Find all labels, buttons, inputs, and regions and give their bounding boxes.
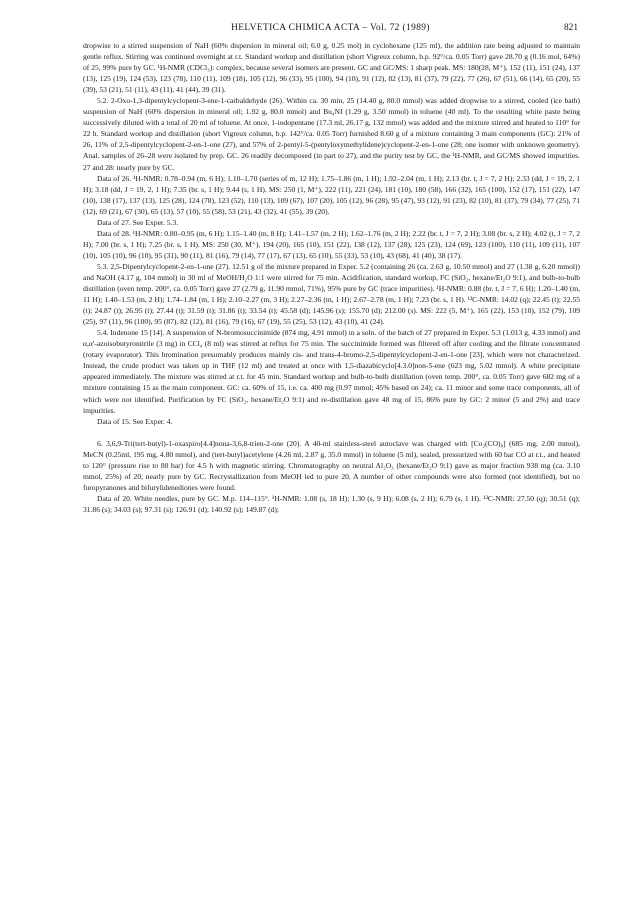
page-number: 821	[563, 23, 578, 33]
paragraph-section-5-3: 5.3. 2,5-Dipentylcyclopent-2-en-1-one (27). 12.51 g of the mixture prepared in Exper. 5.2 (containing 26 (ca. 2.63 g, 10.50 mmol) and 27 (1.38 g, 6.20 mmol)) and NaOH (4.17 g, 104 mmol) in 30 ml of MeOH/H₂O 1:1 were stirred for 75 min. Acidification, standard workup, FC (SiO₂, hexane/Et₂O 9:1), and bulb-to-bulb distillation (oven temp. 200°, ca. 0.05 Torr) gave 27 (2.79 g, 11.90 mmol, 71%), 95% pure by GC (trace impurities). ¹H-NMR: 0.88 (br. t, J = 7, 6 H); 1.20–1.40 (m, 11 H); 1.40–1.53 (m, 2 H); 1.74–1.84 (m, 1 H); 2.10–2.27 (m, 3 H); 2.27–2.36 (m, 1 H); 2.67–2.78 (m, 1 H); 7.23 (br. s, 1 H). ¹³C-NMR: 14.02 (q); 22.45 (t); 22.55 (t); 24.87 (t); 26.95 (t); 27.44 (t); 31.59 (t); 31.86 (t); 33.54 (t); 45.58 (d); 145.96 (s); 155.70 (d); 212.00 (s). MS: 222 (5, M⁺), 165 (22), 153 (10), 152 (79), 109 (25), 97 (11), 96 (100), 95 (87), 82 (12), 81 (16), 79 (16), 67 (19), 55 (25), 53 (12), 43 (10), 41 (24).	[83, 261, 580, 327]
paragraph-section-5-4: 5.4. Indenone 15 [14]. A suspension of N-bromosuccinimide (874 mg, 4.91 mmol) in a soln. of the batch of 27 prepared in Exper. 5.3 (1.013 g, 4.33 mmol) and α,α′-azoisobutyronitrile (3 mg) in CCl₄ (8 ml) was stirred at reflux for 75 min. The succinimide formed was filtered off after cooling and the filtrate concentrated (rotary evaporator). This bromination presumably produces mainly cis- and trans-4-bromo-2,5-dipentylcyclopent-2-en-1-one [23], which were not characterized. Instead, the crude product was taken up in THF (12 ml) and treated at once with 1,5-diazabicyclo[4.3.0]non-5-ene (623 mg, 5.02 mmol). A white precipitate appeared immediately. The mixture was stirred at r.t. for 45 min. Standard workup and bulb-to-bulb distillation (oven temp. 200°, ca. 0.05 Torr) gave 682 mg of a mixture containing 15 as the main component. GC: ca. 60% of 15, i.e. ca. 400 mg (0.97 mmol; 45% based on 24); ca. 11 minor and some trace components, all of which were not identified. Purification by FC (SiO₂, hexane/Et₂O 9:1) and re-distillation gave 48 mg of 15, 86% pure by GC: 2 minor (5 and 2%) and trace impurities.	[83, 328, 580, 415]
paragraph-data-20: Data of 20. White needles, pure by GC. M.p. 114–115°. ¹H-NMR: 1.08 (s, 18 H); 1.30 (s, 9 H); 6.08 (s, 2 H); 6.79 (s, 1 H). ¹³C-NMR: 27.50 (q); 30.51 (q); 31.86 (s); 34.03 (s); 97.31 (s); 126.91 (d); 140.92 (s); 149.87 (d);	[83, 493, 580, 514]
paragraph-section-5-2: 5.2. 2-Oxo-1,3-dipentylcyclopent-3-ene-1-carbaldehyde (26). Within ca. 30 min, 25 (14.40 g, 80.0 mmol) was added dropwise to a stirred, cooled (ice bath) suspension of NaH (60% dispersion in mineral oil; 1.92 g, 80.0 mmol) and Bu₄NI (1.29 g, 3.50 mmol) in toluene (40 ml). To the resulting white paste being successively diluted with a total of 20 ml of toluene. At once, 1-iodopentane (17.3 ml, 26.17 g, 132 mmol) was added and the mixture stirred and heated to 110° for 22 h. Standard workup and distillation (short Vigreux column, b.p. 142°/ca. 0.05 Torr) furnished 8.60 g of a mixture containing 3 main components (GC): 21% of 26, 11% of 2,5-dipentylcyclopent-2-en-1-one (27), and 57% of 2-pentyl-5-(pentyloxymethylidene)cyclopent-2-en-1-one (28; one isomer with unknown geometry). Anal. samples of 26–28 were isolated by prep. GC. 26 readily decomposed (in part to 27), and the purity test by GC, the ¹H-NMR, and GC/MS showed impurities. 27 and 28: nearly pure by GC.	[83, 96, 580, 172]
paragraph-compound-25-data: dropwise to a stirred suspension of NaH (60% dispersion in mineral oil; 6.0 g, 0.25 mol) in cyclohexane (125 ml), the addition rate being adjusted to maintain gentle reflux. Stirring was continued overnight at r.t. Standard workup and distillation (short Vigreux column, b.p. 92°/ca. 0.05 Torr) gave 28.70 g (0.16 mol, 64%) of 25, 99% pure by GC. ¹H-NMR (CDCl₃): complex, because several isomers are present. GC and GC/MS: 1 sharp peak. MS: 180(28, M⁺), 152 (11), 151 (24), 137 (13), 125 (19), 124 (53), 123 (78), 110 (11), 109 (18), 105 (12), 96 (33), 95 (100), 94 (10), 91 (12), 82 (13), 81 (37), 79 (22), 77 (26), 67 (51), 66 (14), 65 (20), 55 (39), 53 (21), 51 (11), 43 (11), 41 (44), 39 (31).	[83, 41, 580, 95]
paragraph-data-28: Data of 28. ¹H-NMR: 0.80–0.95 (m, 6 H); 1.15–1.40 (m, 8 H); 1.41–1.57 (m, 2 H); 1.62–1.76 (m, 2 H); 2.22 (br. t, J = 7, 2 H); 3.08 (br. s, 2 H); 4.02 (t, J = 7, 2 H); 7.00 (br. s, 1 H); 7.25 (br. s, 1 H). MS: 250 (30, M⁺), 194 (20), 165 (10), 151 (22), 138 (12), 137 (28), 125 (23), 124 (69), 123 (100), 110 (11), 109 (11), 107 (10), 105 (10), 96 (10), 95 (31), 90 (11), 81 (16), 79 (14), 77 (17), 67 (13), 65 (10), 55 (33), 53 (10), 43 (68), 41 (40), 38 (17).	[83, 228, 580, 260]
paragraph-data-15: Data of 15. See Exper. 4.	[97, 416, 173, 426]
running-head	[83, 21, 578, 35]
body-text	[83, 40, 580, 515]
paragraph-data-27: Data of 27. See Exper. 5.3.	[97, 217, 179, 227]
journal-title: HELVETICA CHIMICA ACTA – Vol. 72 (1989)	[231, 23, 430, 33]
paragraph-section-6: 6. 3,6,9-Tri(tert-butyl)-1-oxaspiro[4.4]nona-3,6,8-trien-2-one (20). A 40-ml stainless-steel autoclave was charged with [Co₂(CO)₈] (685 mg, 2.00 mmol), MeCN (0.25ml, 195 mg, 4.80 mmol), and (tert-butyl)acetylene (4.26 ml, 2.87 g, 35.0 mmol) in toluene (5 ml), sealed, pressurized with 60 bar CO at r.t., and heated to 120° (pressure rise to 80 bar) for 4.5 h with magnetic stirring. Chromatography on neutral Al₂O₃ (hexane/Et₂O 9:1) gave as major fraction 938 mg (ca. 3.10 mmol, 25%) of 20, nearly pure by GC. Recrystallization from MeOH led to pure 20. A number of other compounds were also formed (not identified), but no furopyranones and bifurylidenediones were found.	[83, 438, 580, 492]
paragraph-data-26: Data of 26. ¹H-NMR: 0.78–0.94 (m, 6 H); 1.10–1.70 (series of m, 12 H); 1.75–1.86 (m, 1 H); 1.92–2.04 (m, 1 H); 2.13 (br. t, J = 7, 2 H); 2.33 (dd, J = 19, 2, 1 H); 3.18 (dd, J = 19, 2, 1 H); 7.35 (br. s, 1 H); 9.44 (s, 1 H). MS: 250 (1, M⁺), 222 (11), 221 (24), 181 (10), 180 (58), 166 (32), 165 (100), 152 (17), 151 (22), 147 (10), 138 (17), 137 (13), 125 (28), 124 (78), 123 (52), 110 (13), 109 (67), 107 (20), 105 (12), 96 (28), 95 (47), 93 (12), 91 (23), 82 (10), 81 (37), 79 (34), 77 (25), 71 (12), 69 (21), 67 (30), 65 (13), 57 (10), 55 (58), 53 (21), 43 (32), 41 (55), 39 (20).	[83, 173, 580, 216]
